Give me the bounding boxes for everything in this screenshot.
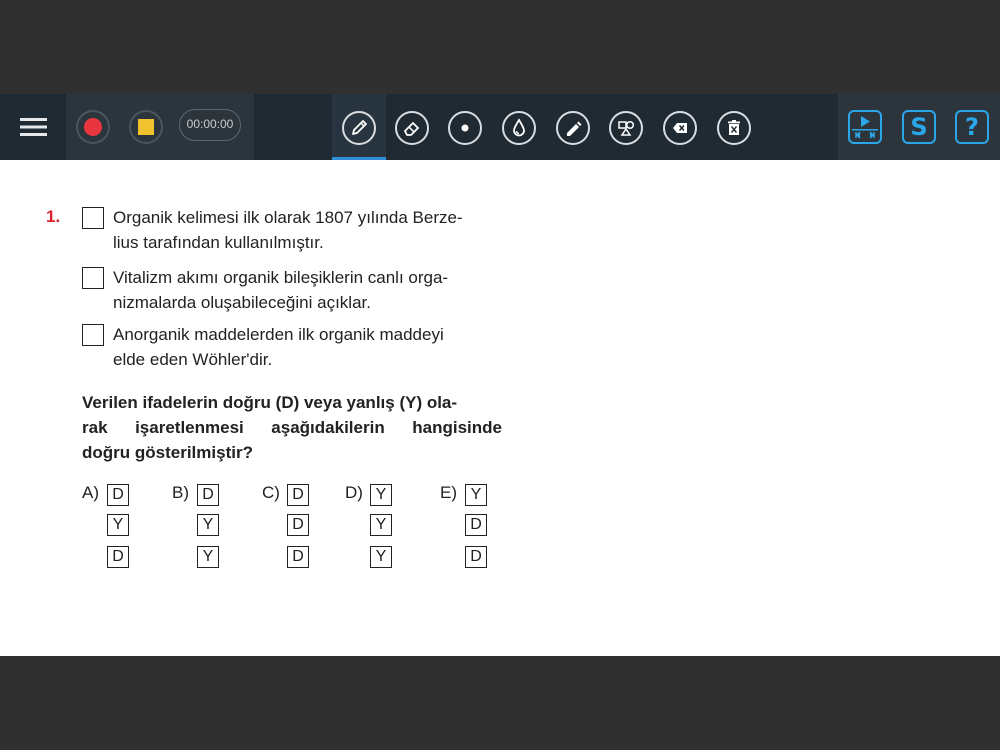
whiteboard-page[interactable] [0, 160, 1000, 656]
statement-2-line-1: Vitalizm akımı organik bileşiklerin canlı orga- [113, 268, 449, 287]
s-icon: S [910, 113, 928, 141]
record-icon [78, 112, 108, 142]
option-a-box-3: D [107, 546, 129, 568]
recording-controls [0, 94, 254, 160]
statement-1 [113, 205, 502, 255]
option-d-box-1: Y [370, 484, 392, 506]
option-c-box-1: D [287, 484, 309, 506]
option-b-box-1: D [197, 484, 219, 506]
playback-button[interactable] [848, 110, 882, 144]
option-a-box-1: D [107, 484, 129, 506]
menu-icon [0, 94, 66, 160]
statement-3 [113, 322, 502, 372]
option-e-box-2: D [465, 514, 487, 536]
option-e-box-1: Y [465, 484, 487, 506]
top-letterbox [0, 0, 1000, 94]
ink-color-button[interactable] [502, 111, 536, 145]
shapes-tool-button[interactable] [609, 111, 643, 145]
option-a-label: A) [82, 483, 99, 502]
eraser-icon [397, 113, 427, 143]
option-d-label: D) [345, 483, 363, 502]
eraser-tool-button[interactable] [395, 111, 429, 145]
trash-icon [719, 113, 749, 143]
highlighter-tool-button[interactable] [556, 111, 590, 145]
stop-button[interactable] [129, 110, 163, 144]
s-button[interactable] [902, 110, 936, 144]
question-prompt [82, 390, 502, 465]
statement-1-line-2: lius tarafından kullanılmıştır. [113, 233, 324, 252]
highlighter-icon [558, 113, 588, 143]
dot-icon [450, 113, 480, 143]
backspace-button[interactable] [663, 111, 697, 145]
option-c-box-3: D [287, 546, 309, 568]
option-a-box-2: Y [107, 514, 129, 536]
statement-checkbox-1[interactable] [82, 207, 104, 229]
option-e-box-3: D [465, 546, 487, 568]
toolbar [0, 94, 1000, 160]
stop-icon [131, 112, 161, 142]
statement-2 [113, 265, 502, 315]
statement-checkbox-3[interactable] [82, 324, 104, 346]
pen-icon [344, 113, 374, 143]
shapes-icon [611, 113, 641, 143]
dot-tool-button[interactable] [448, 111, 482, 145]
prompt-line-3: doğru gösterilmiştir? [82, 443, 253, 462]
option-c-label: C) [262, 483, 280, 502]
option-e-label: E) [440, 483, 457, 502]
menu-button[interactable] [0, 94, 66, 160]
ink-drop-icon [504, 113, 534, 143]
clear-page-button[interactable] [717, 111, 751, 145]
statement-3-line-2: elde eden Wöhler'dir. [113, 350, 273, 369]
prompt-line-1: Verilen ifadelerin doğru (D) veya yanlış (Y) ola- [82, 393, 458, 412]
pen-tool-button[interactable] [342, 111, 376, 145]
statement-2-line-2: nizmalarda oluşabileceğini açıklar. [113, 293, 371, 312]
statement-checkbox-2[interactable] [82, 267, 104, 289]
help-icon: ? [965, 113, 979, 141]
backspace-icon [665, 113, 695, 143]
option-b-label: B) [172, 483, 189, 502]
option-b-box-3: Y [197, 546, 219, 568]
option-b-box-2: Y [197, 514, 219, 536]
recording-timer: 00:00:00 [179, 109, 241, 141]
option-d-box-3: Y [370, 546, 392, 568]
record-button[interactable] [76, 110, 110, 144]
option-c-box-2: D [287, 514, 309, 536]
statement-3-line-1: Anorganik maddelerden ilk organik maddeyi [113, 325, 444, 344]
bottom-letterbox [0, 656, 1000, 750]
statement-1-line-1: Organik kelimesi ilk olarak 1807 yılında Berze- [113, 208, 463, 227]
question-number: 1. [46, 207, 61, 226]
prompt-line-2: rak işaretlenmesi aşağıdakilerin hangisinde [82, 418, 502, 437]
option-d-box-2: Y [370, 514, 392, 536]
help-button[interactable] [955, 110, 989, 144]
playback-icon [850, 112, 880, 142]
